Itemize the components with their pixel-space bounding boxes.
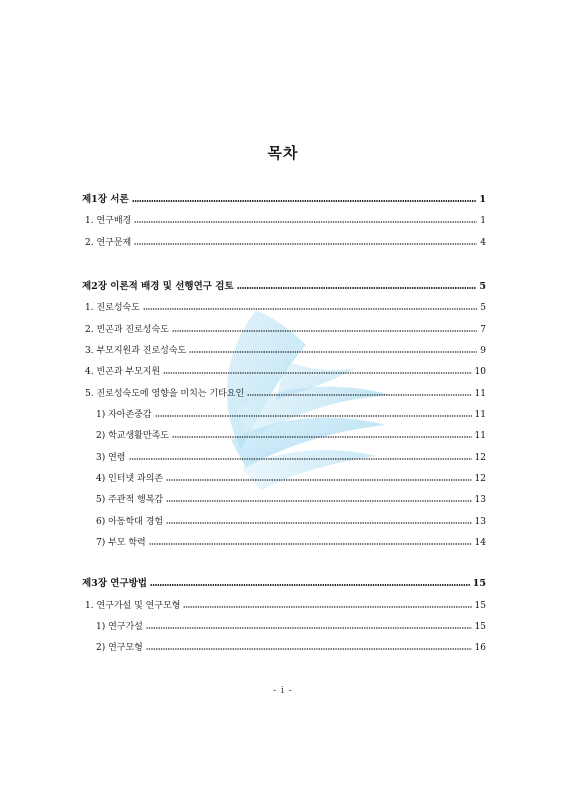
toc-entry-label: 1. 연구배경 <box>85 216 132 226</box>
dot-leader <box>189 351 477 353</box>
toc-entry[interactable] <box>0 194 566 206</box>
toc-entry-label: 5. 진로성숙도에 영향을 미치는 기타요인 <box>85 389 245 399</box>
dot-leader <box>155 415 472 417</box>
toc-entry-label: 6) 아동학대 경험 <box>96 517 164 527</box>
dot-leader <box>183 606 471 608</box>
toc-entry[interactable] <box>0 600 566 612</box>
toc-entry-page: 1 <box>480 216 486 226</box>
toc-entry-label: 1) 자아존중감 <box>96 410 152 420</box>
toc-entry-page: 16 <box>474 643 486 653</box>
toc-entry[interactable] <box>0 621 566 633</box>
toc-entry-label: 7) 부모 학력 <box>96 538 146 548</box>
toc-entry-page: 15 <box>474 601 486 611</box>
dot-leader <box>146 627 472 629</box>
dot-leader <box>166 522 471 524</box>
dot-leader <box>146 648 472 650</box>
toc-entry-label: 1. 연구가설 및 연구모형 <box>85 601 181 611</box>
toc-entry-label: 3) 연령 <box>96 453 126 463</box>
toc-entry[interactable] <box>0 215 566 227</box>
toc-entry[interactable] <box>0 302 566 314</box>
toc-entry-page: 15 <box>474 622 486 632</box>
toc-entry[interactable] <box>0 324 566 336</box>
toc-entry[interactable] <box>0 494 566 506</box>
toc-entry-label: 4) 인터넷 과의존 <box>96 474 164 484</box>
toc-entry-label: 2) 학교생활만족도 <box>96 431 169 441</box>
toc-entry-page: 1 <box>479 194 486 205</box>
toc-entry-label: 3. 부모지원과 진로성숙도 <box>85 346 187 356</box>
page-number-footer: - i - <box>273 686 293 696</box>
page-title: 목차 <box>267 144 299 162</box>
toc-entry-label: 4. 빈곤과 부모지원 <box>85 367 161 377</box>
toc-entry-label: 1) 연구가설 <box>96 622 143 632</box>
toc-entry[interactable] <box>0 409 566 421</box>
dot-leader <box>247 394 471 396</box>
toc-entry-page: 10 <box>474 367 486 377</box>
toc-entry-page: 14 <box>474 538 486 548</box>
toc-entry-page: 13 <box>474 517 486 527</box>
toc-entry[interactable] <box>0 452 566 464</box>
dot-leader <box>172 330 477 332</box>
toc-entry-label: 제3장 연구방법 <box>82 578 147 589</box>
dot-leader <box>166 500 471 502</box>
toc-entry[interactable] <box>0 366 566 378</box>
toc-entry[interactable] <box>0 281 566 293</box>
dot-leader <box>143 308 477 310</box>
toc-entry-page: 5 <box>479 281 486 292</box>
toc-entry-page: 9 <box>480 346 486 356</box>
toc-entry[interactable] <box>0 537 566 549</box>
toc-entry[interactable] <box>0 516 566 528</box>
toc-entry-label: 제1장 서론 <box>82 194 129 205</box>
toc-entry[interactable] <box>0 430 566 442</box>
toc-entry[interactable] <box>0 578 566 590</box>
toc-entry-page: 12 <box>474 474 486 484</box>
dot-leader <box>132 200 477 202</box>
toc-entry-page: 11 <box>474 389 486 399</box>
dot-leader <box>134 243 477 245</box>
toc-entry-page: 11 <box>474 431 486 441</box>
dot-leader <box>149 543 472 545</box>
toc-entry-page: 4 <box>480 238 486 248</box>
toc-entry-label: 2) 연구모형 <box>96 643 143 653</box>
toc-entry[interactable] <box>0 642 566 654</box>
toc-entry[interactable] <box>0 473 566 485</box>
toc-entry-label: 2. 빈곤과 진로성숙도 <box>85 325 169 335</box>
toc-entry[interactable] <box>0 388 566 400</box>
toc-entry-page: 13 <box>474 495 486 505</box>
toc-entry-page: 15 <box>472 578 486 589</box>
toc-entry[interactable] <box>0 345 566 357</box>
toc-entry-page: 12 <box>474 453 486 463</box>
toc-entry-page: 5 <box>480 303 486 313</box>
dot-leader <box>129 458 472 460</box>
toc-entry-label: 2. 연구문제 <box>85 238 132 248</box>
dot-leader <box>166 479 471 481</box>
toc-entry-label: 5) 주관적 행복감 <box>96 495 164 505</box>
toc-entry-page: 7 <box>480 325 486 335</box>
toc-entry-label: 제2장 이론적 배경 및 선행연구 검토 <box>82 281 234 292</box>
toc-entry[interactable] <box>0 237 566 249</box>
toc-entry-page: 11 <box>474 410 486 420</box>
dot-leader <box>237 287 477 289</box>
dot-leader <box>134 221 477 223</box>
dot-leader <box>172 436 472 438</box>
dot-leader <box>150 584 470 586</box>
toc-entry-label: 1. 진로성숙도 <box>85 303 140 313</box>
dot-leader <box>163 372 471 374</box>
